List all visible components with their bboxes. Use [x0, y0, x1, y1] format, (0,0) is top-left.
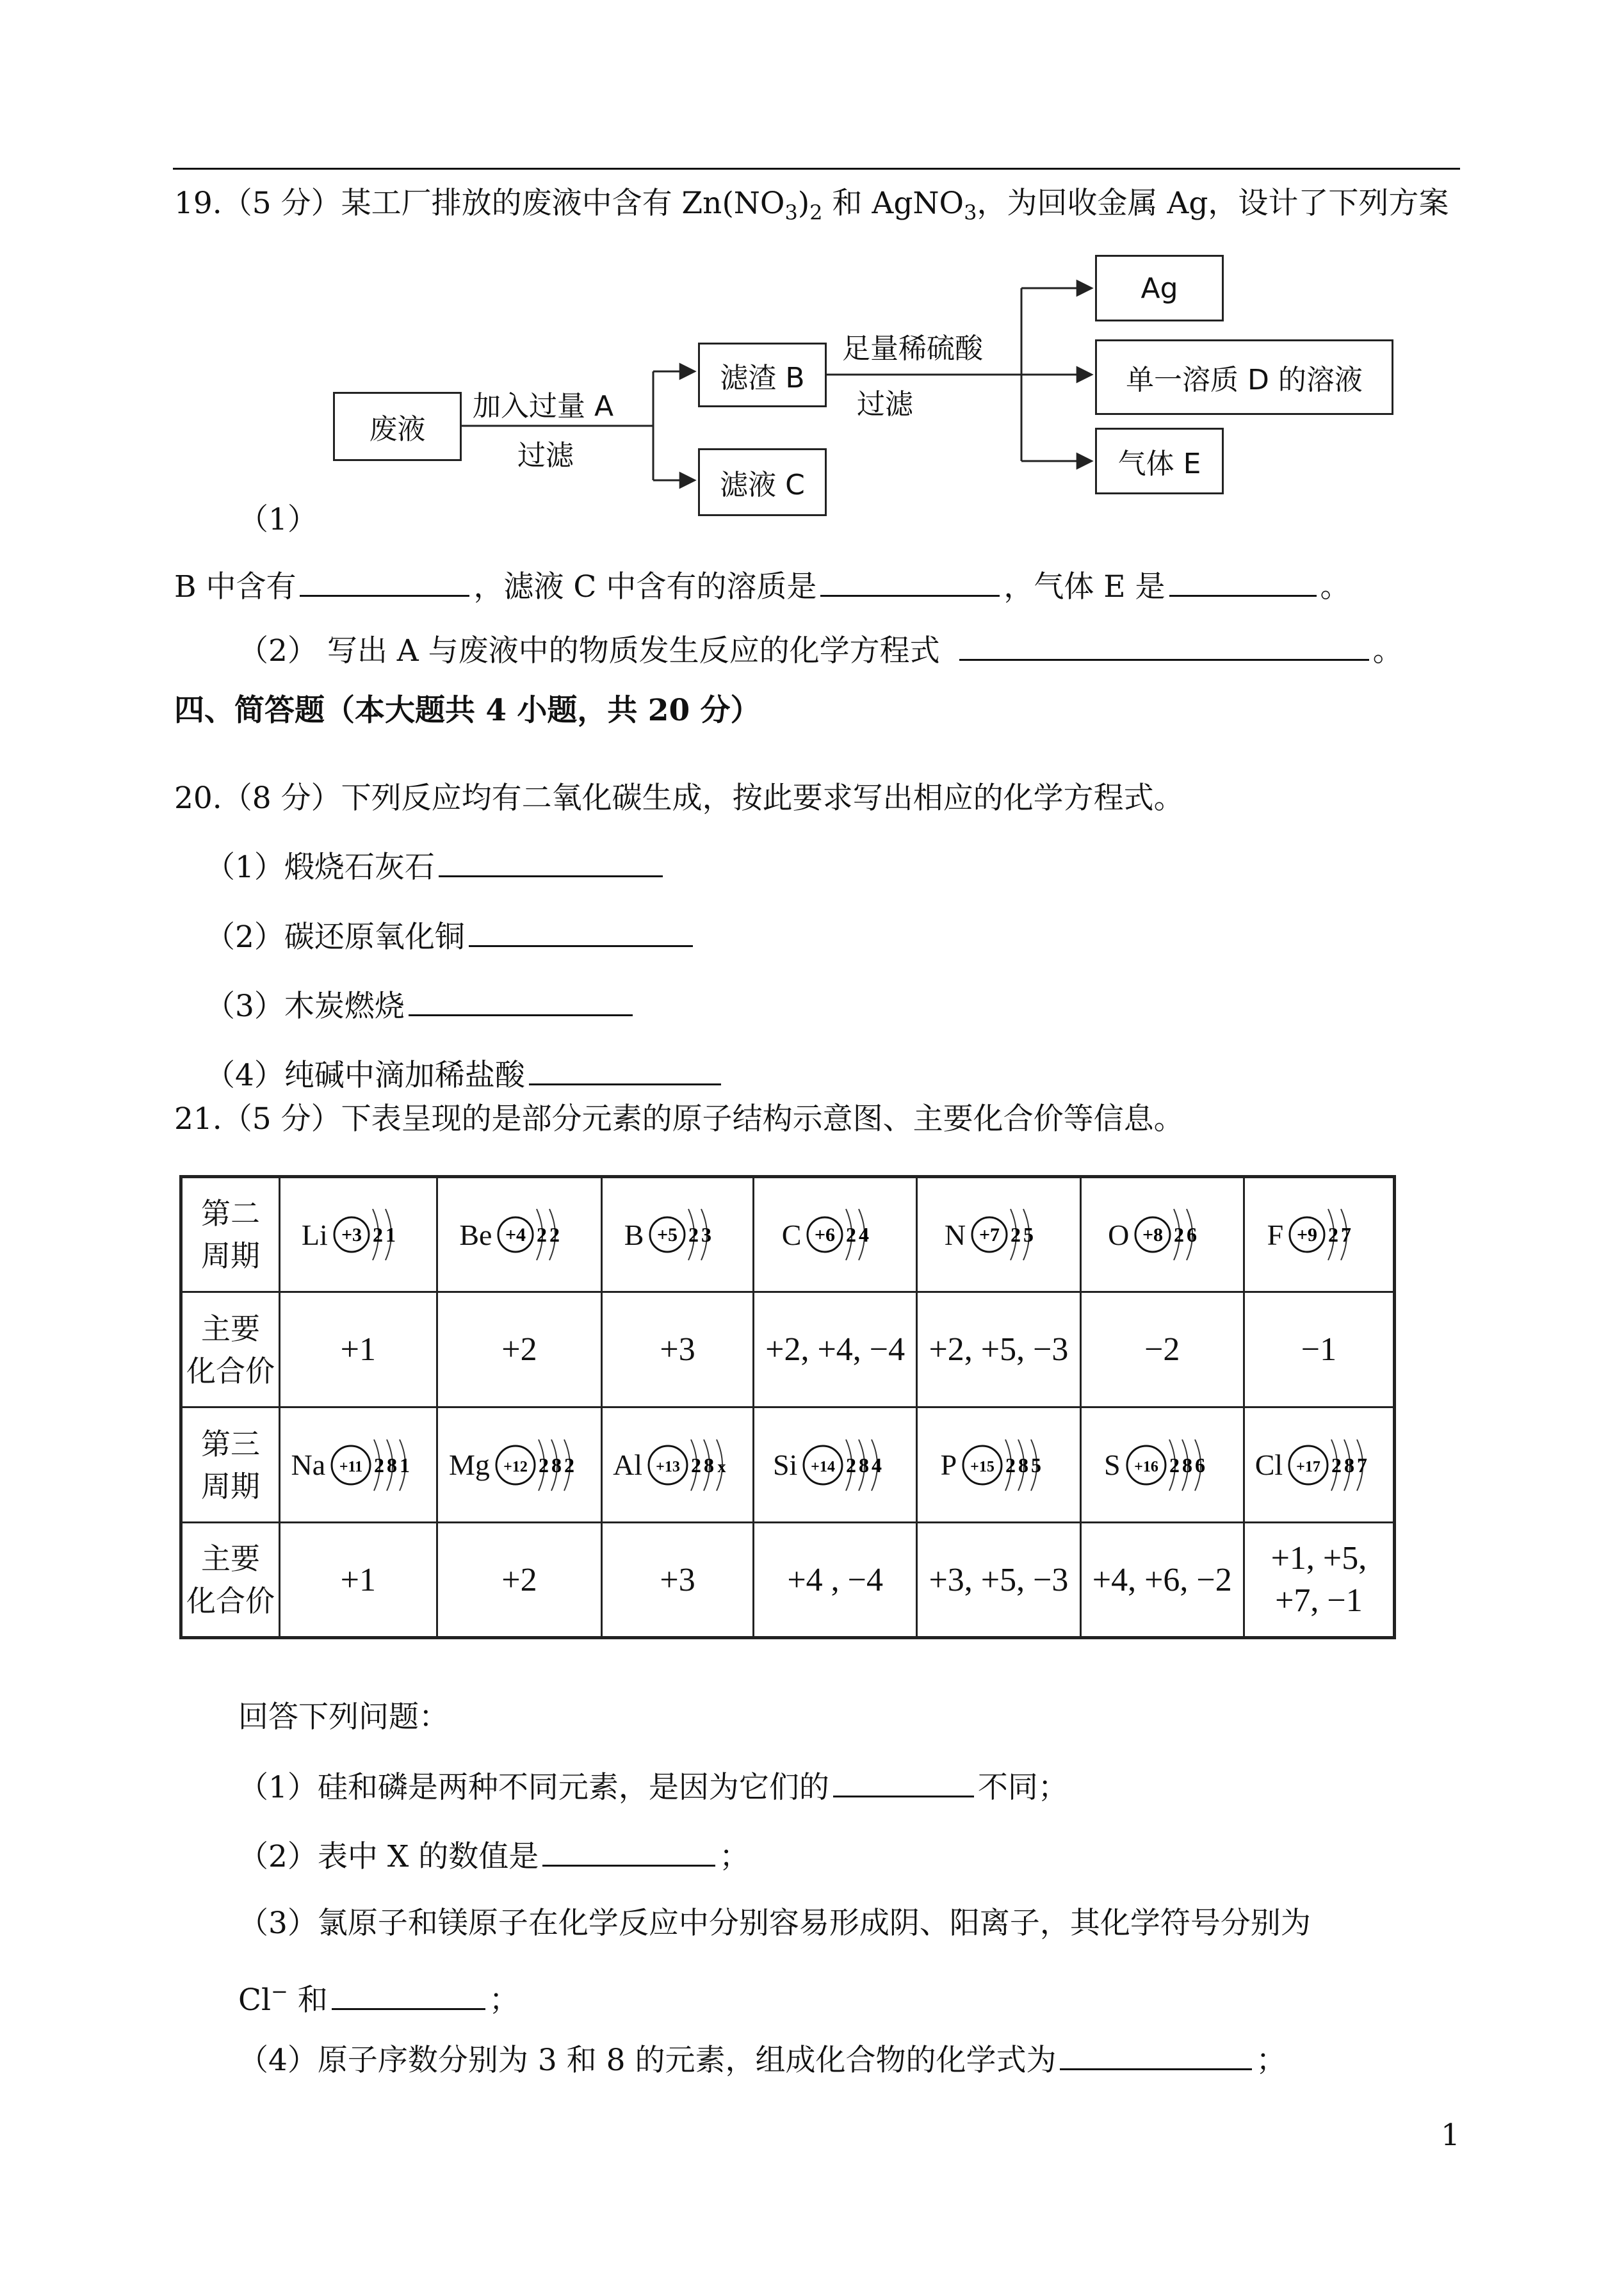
nucleus-charge: +4: [505, 1224, 526, 1245]
electron-count: 2: [1331, 1453, 1342, 1477]
electron-count: 5: [1023, 1223, 1034, 1246]
atom-diagram: [1287, 1199, 1370, 1270]
element-cell: [754, 1177, 917, 1292]
flow-box-filtrate-c: 滤液 C: [698, 448, 827, 516]
nucleus-charge: +3: [341, 1224, 362, 1245]
electron-count: 2: [846, 1223, 857, 1246]
electron-count: 2: [688, 1223, 699, 1246]
element-symbol: S: [1103, 1448, 1121, 1481]
q19-sub1-label: （1）: [238, 502, 318, 537]
electron-count: 6: [1187, 1223, 1198, 1246]
nucleus-charge: +12: [503, 1458, 528, 1475]
electron-count: 2: [1005, 1453, 1016, 1477]
element-cell: [280, 1177, 437, 1292]
answer-blank[interactable]: [300, 567, 469, 597]
electron-count: 2: [1328, 1223, 1339, 1246]
atom-diagram: [329, 1430, 425, 1500]
electron-count: 1: [385, 1223, 396, 1246]
element-symbol: F: [1267, 1218, 1284, 1251]
q20-item-4: （4）纯碱中滴加稀盐酸: [205, 1055, 725, 1095]
electron-count: 2: [1174, 1223, 1185, 1246]
element-symbol: N: [944, 1218, 966, 1251]
electron-count: 8: [1181, 1453, 1192, 1477]
header-line: 周期: [201, 1238, 260, 1273]
nucleus-charge: +8: [1142, 1224, 1164, 1245]
atom-diagram: [801, 1430, 897, 1500]
electron-count: 8: [551, 1453, 562, 1477]
nucleus-charge: +15: [970, 1458, 995, 1475]
nucleus-charge: +16: [1133, 1458, 1158, 1475]
valence-cell: −2: [1080, 1292, 1244, 1407]
element-cell: [1244, 1407, 1394, 1523]
q21-sub3: （3）氯原子和镁原子在化学反应中分别容易形成阴、阳离子，其化学符号分别为: [238, 1906, 1311, 1941]
nucleus-charge: +14: [811, 1458, 836, 1475]
nucleus-charge: +7: [979, 1224, 1000, 1245]
nucleus-charge: +17: [1296, 1458, 1321, 1475]
q19-sub2-line: （2） 写出 A 与废液中的物质发生反应的化学方程式 。: [238, 631, 1403, 670]
element-cell: [1080, 1407, 1244, 1523]
atom-diagram: [961, 1430, 1057, 1500]
valence-cell: +3: [602, 1523, 754, 1638]
valence-cell: +4 , −4: [754, 1523, 917, 1638]
electron-count: 2: [1011, 1223, 1021, 1246]
electron-count: 8: [1344, 1453, 1355, 1477]
valence-cell: +2: [437, 1523, 602, 1638]
electron-count: 8: [859, 1453, 870, 1477]
valence-cell: +3, +5, −3: [917, 1523, 1080, 1638]
electron-count: 3: [701, 1223, 712, 1246]
electron-count: 2: [537, 1223, 548, 1246]
header-line: 化合价: [186, 1584, 275, 1618]
page-number: 1: [1441, 2118, 1460, 2153]
electron-count: 6: [1194, 1453, 1205, 1477]
element-cell: [602, 1177, 754, 1292]
q21-sub3-line2: Cl− 和 ；: [238, 1979, 519, 2018]
electron-count: 8: [1018, 1453, 1029, 1477]
valence-cell: +2, +5, −3: [917, 1292, 1080, 1407]
atom-diagram: [647, 1199, 731, 1270]
element-symbol: B: [624, 1218, 644, 1251]
element-symbol: P: [940, 1448, 957, 1481]
element-cell: [1244, 1177, 1394, 1292]
valence-cell: +3: [602, 1292, 754, 1407]
electron-count: 2: [846, 1453, 857, 1477]
q20-item-1: （1）煅烧石灰石: [205, 847, 667, 887]
element-symbol: Mg: [448, 1448, 490, 1481]
element-cell: [917, 1177, 1080, 1292]
nucleus-charge: +11: [339, 1458, 363, 1475]
flow-label-step1-top: 加入过量 A: [473, 390, 614, 423]
flow-label-step2-top: 足量稀硫酸: [842, 332, 983, 365]
electron-count: x: [717, 1457, 726, 1476]
answer-blank[interactable]: [439, 847, 663, 877]
header-period2: [181, 1177, 280, 1292]
element-symbol: O: [1108, 1218, 1130, 1251]
answer-blank[interactable]: [542, 1837, 715, 1867]
atom-diagram: [1125, 1430, 1221, 1500]
valence-cell: +2: [437, 1292, 602, 1407]
answer-blank[interactable]: [469, 917, 693, 947]
electron-count: 2: [372, 1223, 383, 1246]
q20-item-3: （3）木炭燃烧: [205, 986, 637, 1026]
atom-diagram: [805, 1199, 888, 1270]
valence-cell: +2, +4, −4: [754, 1292, 917, 1407]
element-symbol: Be: [459, 1218, 492, 1251]
q21-prompt: 回答下列问题：: [238, 1699, 449, 1735]
answer-blank[interactable]: [332, 1980, 485, 2010]
atom-diagram: [970, 1199, 1053, 1270]
electron-count: 7: [1341, 1223, 1352, 1246]
atom-diagram: [496, 1199, 579, 1270]
electron-count: 2: [549, 1223, 560, 1246]
flow-box-waste: 废液: [333, 392, 462, 461]
element-symbol: Al: [613, 1448, 643, 1481]
electron-count: 2: [691, 1453, 702, 1477]
nucleus-charge: +6: [815, 1224, 836, 1245]
q21-sub4: （4）原子序数分别为 3 和 8 的元素，组成化合物的化学式为 ；: [238, 2040, 1286, 2080]
q20-title: 20.（8 分）下列反应均有二氧化碳生成，按此要求写出相应的化学方程式。: [174, 781, 1184, 816]
header-line: 化合价: [186, 1353, 275, 1388]
electron-count: 2: [1169, 1453, 1180, 1477]
flow-box-ag: Ag: [1095, 255, 1224, 321]
valence-cell: +4, +6, −2: [1080, 1523, 1244, 1638]
flow-box-solution-d: 单一溶质 D 的溶液: [1095, 339, 1393, 415]
section-title: 四、简答题（本大题共 4 小题，共 20 分）: [174, 693, 761, 728]
nucleus-charge: +9: [1297, 1224, 1318, 1245]
element-symbol: Na: [291, 1448, 326, 1481]
flow-box-gas-e: 气体 E: [1095, 428, 1224, 494]
nucleus-charge: +13: [656, 1458, 680, 1475]
element-symbol: C: [781, 1218, 802, 1251]
atom-diagram: [1287, 1430, 1383, 1500]
electron-count: 1: [400, 1453, 410, 1477]
element-cell: [602, 1407, 754, 1523]
header-line: 第二: [201, 1196, 260, 1231]
element-cell: [437, 1407, 602, 1523]
q21-sub1: （1）硅和磷是两种不同元素，是因为它们的 不同；: [238, 1767, 1068, 1807]
atom-diagram: [1133, 1199, 1216, 1270]
electron-count: 4: [859, 1223, 870, 1246]
valence-cell: −1: [1244, 1292, 1394, 1407]
element-cell: [917, 1407, 1080, 1523]
flow-label-step1-bottom: 过滤: [517, 439, 574, 472]
header-line: 主要: [201, 1311, 260, 1346]
flow-label-step2-bottom: 过滤: [857, 388, 913, 421]
electron-count: 7: [1357, 1453, 1368, 1477]
element-symbol: Li: [301, 1218, 328, 1251]
header-line: 周期: [201, 1468, 260, 1504]
header-valence: [181, 1292, 280, 1407]
q19-sub1-line: B 中含有 ，滤液 C 中含有的溶质是 ，气体 E 是 。: [174, 567, 1351, 606]
q21-title: 21.（5 分）下表呈现的是部分元素的原子结构示意图、主要化合价等信息。: [174, 1101, 1184, 1137]
q19-title: 19.（5 分）某工厂排放的废液中含有 $Zn(NO_3)_2$ 和 AgNO$_3$，为回收金属 Ag，设计了下列方案: [174, 186, 1449, 225]
electron-count: 8: [704, 1453, 715, 1477]
header-line: 第三: [201, 1426, 260, 1461]
element-table: [179, 1175, 1396, 1639]
electron-count: 2: [564, 1453, 574, 1477]
row-valence-period3: [181, 1523, 1395, 1638]
flow-box-residue-b: 滤渣 B: [698, 343, 827, 407]
header-valence: [181, 1523, 280, 1638]
element-cell: [437, 1177, 602, 1292]
answer-blank[interactable]: [1060, 2040, 1252, 2070]
element-cell: [1080, 1177, 1244, 1292]
answer-blank[interactable]: [820, 567, 1000, 597]
answer-blank[interactable]: [409, 986, 633, 1016]
answer-blank[interactable]: [529, 1055, 721, 1085]
nucleus-charge: +5: [657, 1224, 678, 1245]
valence-cell: +1: [280, 1523, 437, 1638]
header-line: 主要: [201, 1541, 260, 1576]
valence-cell: +1, +5, +7, −1: [1244, 1523, 1394, 1638]
q21-sub2: （2）表中 X 的数值是 ；: [238, 1837, 749, 1876]
row-valence-period2: [181, 1292, 1395, 1407]
valence-cell: +1: [280, 1292, 437, 1407]
electron-count: 4: [872, 1453, 882, 1477]
electron-count: 2: [374, 1453, 385, 1477]
element-cell: [754, 1407, 917, 1523]
q20-item-2: （2）碳还原氧化铜: [205, 917, 697, 957]
electron-count: 2: [538, 1453, 549, 1477]
element-symbol: Si: [772, 1448, 798, 1481]
atom-diagram: [494, 1430, 590, 1500]
header-period3: [181, 1407, 280, 1523]
electron-count: 8: [387, 1453, 398, 1477]
atom-diagram: [332, 1199, 415, 1270]
electron-count: 5: [1031, 1453, 1042, 1477]
row-period2: [181, 1177, 1395, 1292]
answer-blank[interactable]: [833, 1767, 974, 1797]
row-period3: [181, 1407, 1395, 1523]
answer-blank[interactable]: [1169, 567, 1317, 597]
atom-diagram: [646, 1430, 742, 1500]
element-symbol: Cl: [1255, 1448, 1283, 1481]
element-cell: [280, 1407, 437, 1523]
answer-blank[interactable]: [959, 631, 1369, 661]
